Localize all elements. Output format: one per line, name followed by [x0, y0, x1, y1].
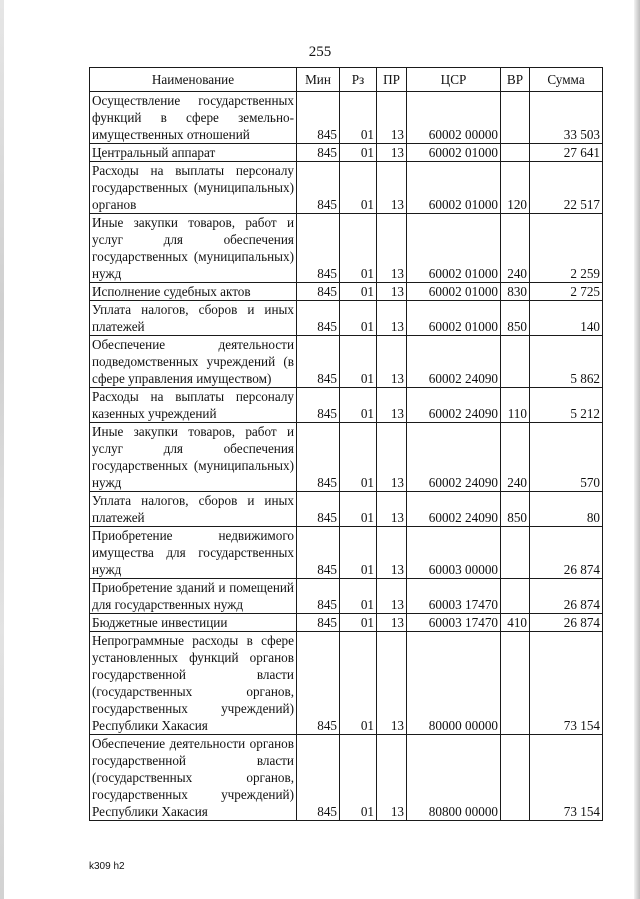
- row-min: 845: [297, 423, 340, 492]
- row-rz: 01: [340, 214, 377, 283]
- row-name: Обеспечение деятельности подведомственных учреждений (в сфере управления имуществом): [90, 336, 297, 388]
- row-name: Уплата налогов, сборов и иных платежей: [90, 301, 297, 336]
- row-csr: 60003 00000: [407, 527, 501, 579]
- row-csr: 60003 17470: [407, 579, 501, 614]
- row-vr: 240: [501, 423, 530, 492]
- header-sum: Сумма: [530, 68, 603, 92]
- row-rz: 01: [340, 632, 377, 735]
- row-min: 845: [297, 527, 340, 579]
- row-min: 845: [297, 632, 340, 735]
- table-row: [90, 283, 603, 301]
- row-csr: 60002 01000: [407, 283, 501, 301]
- row-pr: 13: [377, 336, 407, 388]
- row-name: Приобретение недвижимого имущества для государственных нужд: [90, 527, 297, 579]
- row-csr: 60002 24090: [407, 336, 501, 388]
- row-pr: 13: [377, 632, 407, 735]
- row-pr: 13: [377, 92, 407, 144]
- row-sum: 2 725: [530, 283, 603, 301]
- row-name: Иные закупки товаров, работ и услуг для обеспечения государственных (муниципальных) нужд: [90, 423, 297, 492]
- row-sum: 26 874: [530, 614, 603, 632]
- row-vr: [501, 632, 530, 735]
- table-row: [90, 144, 603, 162]
- row-sum: 26 874: [530, 579, 603, 614]
- row-rz: 01: [340, 735, 377, 821]
- row-csr: 60002 24090: [407, 492, 501, 527]
- row-pr: 13: [377, 283, 407, 301]
- row-sum: 5 212: [530, 388, 603, 423]
- row-csr: 60002 24090: [407, 388, 501, 423]
- row-rz: 01: [340, 579, 377, 614]
- row-name: Иные закупки товаров, работ и услуг для обеспечения государственных (муниципальных) нужд: [90, 214, 297, 283]
- row-vr: 830: [501, 283, 530, 301]
- row-name: Обеспечение деятельности органов государственной власти (государственных органов, государственных учреждений) Республики Хакасия: [90, 735, 297, 821]
- row-pr: 13: [377, 388, 407, 423]
- row-rz: 01: [340, 492, 377, 527]
- row-pr: 13: [377, 301, 407, 336]
- table-row: [90, 162, 603, 214]
- row-pr: 13: [377, 527, 407, 579]
- row-vr: 120: [501, 162, 530, 214]
- row-csr: 60002 00000: [407, 92, 501, 144]
- row-sum: 570: [530, 423, 603, 492]
- row-rz: 01: [340, 92, 377, 144]
- row-min: 845: [297, 162, 340, 214]
- row-pr: 13: [377, 162, 407, 214]
- row-name: Исполнение судебных актов: [90, 283, 297, 301]
- row-vr: [501, 336, 530, 388]
- row-min: 845: [297, 735, 340, 821]
- row-sum: 27 641: [530, 144, 603, 162]
- row-min: 845: [297, 579, 340, 614]
- table-header-row: [90, 68, 603, 92]
- row-pr: 13: [377, 492, 407, 527]
- row-sum: 140: [530, 301, 603, 336]
- row-pr: 13: [377, 144, 407, 162]
- row-rz: 01: [340, 144, 377, 162]
- row-name: Бюджетные инвестиции: [90, 614, 297, 632]
- row-sum: 26 874: [530, 527, 603, 579]
- row-min: 845: [297, 283, 340, 301]
- row-rz: 01: [340, 388, 377, 423]
- row-pr: 13: [377, 735, 407, 821]
- table-row: [90, 614, 603, 632]
- table-row: [90, 632, 603, 735]
- row-vr: [501, 527, 530, 579]
- row-csr: 60002 01000: [407, 144, 501, 162]
- row-rz: 01: [340, 162, 377, 214]
- row-min: 845: [297, 214, 340, 283]
- table-row: [90, 301, 603, 336]
- row-sum: 73 154: [530, 735, 603, 821]
- row-min: 845: [297, 144, 340, 162]
- table-row: [90, 492, 603, 527]
- header-rz: Рз: [340, 68, 377, 92]
- row-sum: 22 517: [530, 162, 603, 214]
- row-pr: 13: [377, 214, 407, 283]
- table-row: [90, 579, 603, 614]
- row-vr: 850: [501, 301, 530, 336]
- table-row: [90, 92, 603, 144]
- table-row: [90, 735, 603, 821]
- row-rz: 01: [340, 336, 377, 388]
- row-sum: 5 862: [530, 336, 603, 388]
- row-name: Осуществление государственных функций в сфере земельно-имущественных отношений: [90, 92, 297, 144]
- header-csr: ЦСР: [407, 68, 501, 92]
- row-name: Центральный аппарат: [90, 144, 297, 162]
- row-rz: 01: [340, 283, 377, 301]
- header-pr: ПР: [377, 68, 407, 92]
- header-vr: ВР: [501, 68, 530, 92]
- row-vr: 410: [501, 614, 530, 632]
- row-csr: 60002 24090: [407, 423, 501, 492]
- budget-table: [89, 67, 603, 821]
- scan-edge-left: [0, 0, 4, 899]
- row-vr: [501, 579, 530, 614]
- row-min: 845: [297, 301, 340, 336]
- table-row: [90, 336, 603, 388]
- page-number: 255: [308, 44, 332, 60]
- scan-edge-right: [634, 0, 640, 899]
- row-sum: 2 259: [530, 214, 603, 283]
- row-rz: 01: [340, 301, 377, 336]
- table-row: [90, 214, 603, 283]
- row-vr: 110: [501, 388, 530, 423]
- row-min: 845: [297, 336, 340, 388]
- row-sum: 73 154: [530, 632, 603, 735]
- row-min: 845: [297, 92, 340, 144]
- row-csr: 80800 00000: [407, 735, 501, 821]
- row-name: Расходы на выплаты персоналу казенных учреждений: [90, 388, 297, 423]
- row-sum: 80: [530, 492, 603, 527]
- row-vr: [501, 735, 530, 821]
- table-row: [90, 527, 603, 579]
- row-rz: 01: [340, 527, 377, 579]
- row-vr: [501, 144, 530, 162]
- row-name: Непрограммные расходы в сфере установленных функций органов государственной власти (государственных органов, государственных учреждений) Республики Хакасия: [90, 632, 297, 735]
- table-row: [90, 423, 603, 492]
- row-name: Расходы на выплаты персоналу государственных (муниципальных) органов: [90, 162, 297, 214]
- row-csr: 60003 17470: [407, 614, 501, 632]
- footer-code: k309 h2: [89, 861, 125, 872]
- row-name: Уплата налогов, сборов и иных платежей: [90, 492, 297, 527]
- row-vr: 240: [501, 214, 530, 283]
- row-csr: 60002 01000: [407, 214, 501, 283]
- row-vr: [501, 92, 530, 144]
- row-csr: 60002 01000: [407, 301, 501, 336]
- row-pr: 13: [377, 579, 407, 614]
- row-sum: 33 503: [530, 92, 603, 144]
- row-pr: 13: [377, 614, 407, 632]
- row-min: 845: [297, 614, 340, 632]
- header-name: Наименование: [90, 68, 297, 92]
- row-rz: 01: [340, 423, 377, 492]
- row-csr: 60002 01000: [407, 162, 501, 214]
- header-min: Мин: [297, 68, 340, 92]
- row-min: 845: [297, 492, 340, 527]
- row-min: 845: [297, 388, 340, 423]
- row-pr: 13: [377, 423, 407, 492]
- row-vr: 850: [501, 492, 530, 527]
- table-row: [90, 388, 603, 423]
- row-rz: 01: [340, 614, 377, 632]
- row-name: Приобретение зданий и помещений для государственных нужд: [90, 579, 297, 614]
- row-csr: 80000 00000: [407, 632, 501, 735]
